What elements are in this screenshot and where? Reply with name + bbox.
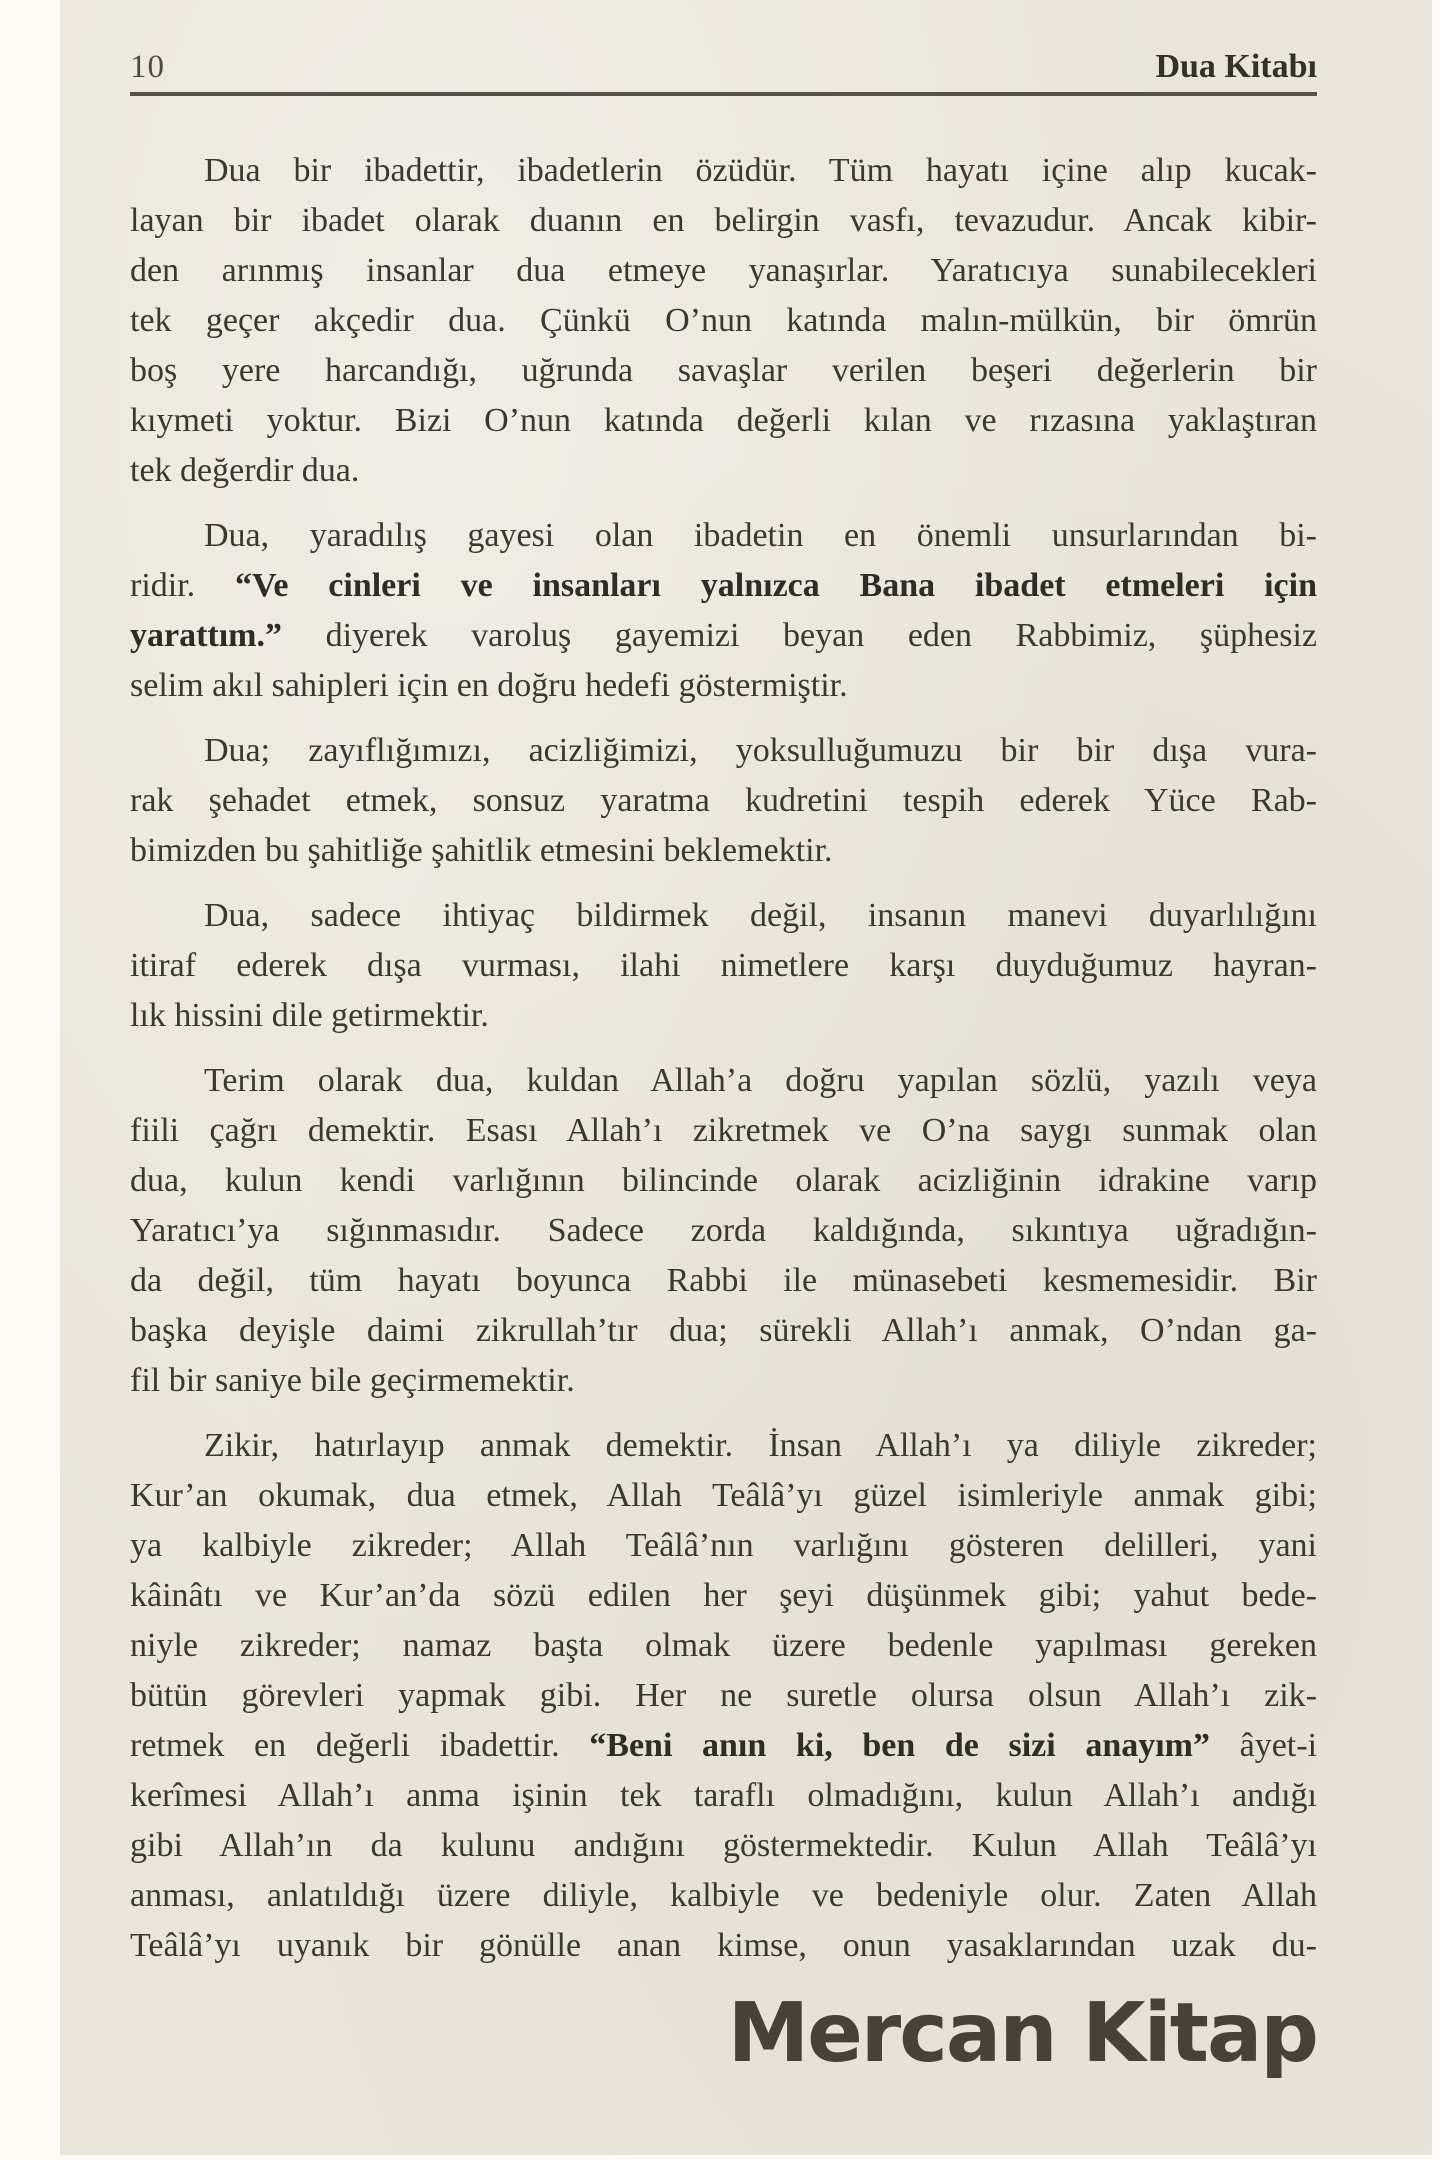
body-text: âyet-i: [1210, 1727, 1318, 1764]
text-line: [130, 1106, 1317, 1156]
text-line: [130, 346, 1317, 396]
text-line: [130, 1421, 1317, 1471]
body-text: fiili çağrı demektir. Esası Allah’ı zikretmek ve O’na saygı sunmak olan: [130, 1112, 1317, 1149]
text-line: [130, 776, 1317, 826]
text-line: [130, 1921, 1317, 1971]
body-text: anması, anlatıldığı üzere diliyle, kalbiyle ve bedeniyle olur. Zaten Allah: [130, 1877, 1317, 1914]
body-text: Zikir, hatırlayıp anmak demektir. İnsan Allah’ı ya diliyle zikreder;: [204, 1427, 1317, 1464]
body-text: Dua; zayıflığımızı, acizliğimizi, yoksulluğumuzu bir bir dışa vura-: [204, 732, 1317, 769]
body-text: Dua, yaradılış gayesi olan ibadetin en önemli unsurlarından bi-: [204, 517, 1317, 554]
text-line: [130, 661, 1317, 711]
body-text: kıymeti yoktur. Bizi O’nun katında değerli kılan ve rızasına yaklaştıran: [130, 402, 1317, 439]
body-text: boş yere harcandığı, uğrunda savaşlar verilen beşeri değerlerin bir: [130, 352, 1317, 389]
body-text: niyle zikreder; namaz başta olmak üzere bedenle yapılması gereken: [130, 1627, 1317, 1664]
text-line: [130, 991, 1317, 1041]
running-title: Dua Kitabı: [1155, 48, 1317, 85]
text-line: [130, 826, 1317, 876]
text-line: [130, 1306, 1317, 1356]
paragraph: [130, 146, 1317, 496]
text-line: [130, 246, 1317, 296]
text-line: [130, 1521, 1317, 1571]
body-text: rak şehadet etmek, sonsuz yaratma kudretini tespih ederek Yüce Rab-: [130, 782, 1317, 819]
text-line: [130, 196, 1317, 246]
text-line: [130, 511, 1317, 561]
body-text: ya kalbiyle zikreder; Allah Teâlâ’nın varlığını gösteren delilleri, yani: [130, 1527, 1317, 1564]
body-paragraphs: [130, 146, 1317, 1971]
text-line: [130, 1571, 1317, 1621]
text-line: [130, 146, 1317, 196]
body-text: da değil, tüm hayatı boyunca Rabbi ile münasebeti kesmemesidir. Bir: [130, 1262, 1317, 1299]
body-text: dua, kulun kendi varlığının bilincinde olarak acizliğinin idrakine varıp: [130, 1162, 1317, 1199]
text-line: [130, 561, 1317, 611]
paragraph: [130, 891, 1317, 1041]
book-page-scan: [60, 0, 1432, 2155]
text-line: [130, 1056, 1317, 1106]
text-line: [130, 891, 1317, 941]
text-line: [130, 1721, 1317, 1771]
body-text: bimizden bu şahitliğe şahitlik etmesini beklemektir.: [130, 832, 833, 869]
text-line: [130, 446, 1317, 496]
paragraph: [130, 726, 1317, 876]
paragraph: [130, 1056, 1317, 1406]
body-text: gibi Allah’ın da kulunu andığını göstermektedir. Kulun Allah Teâlâ’yı: [130, 1827, 1317, 1864]
text-line: [130, 1621, 1317, 1671]
page-header: [130, 48, 1317, 86]
text-line: [130, 296, 1317, 346]
text-line: [130, 1206, 1317, 1256]
body-text: fil bir saniye bile geçirmemektir.: [130, 1362, 575, 1399]
text-line: [130, 1771, 1317, 1821]
text-line: [130, 1471, 1317, 1521]
text-line: [130, 1156, 1317, 1206]
body-text: Yaratıcı’ya sığınmasıdır. Sadece zorda kaldığında, sıkıntıya uğradığın-: [130, 1212, 1317, 1249]
text-line: [130, 941, 1317, 991]
header-rule: [130, 92, 1317, 96]
publisher-logo: Mercan Kitap: [727, 1986, 1317, 2081]
body-text: ridir.: [130, 567, 235, 604]
text-line: [130, 1871, 1317, 1921]
body-text: den arınmış insanlar dua etmeye yanaşırlar. Yaratıcıya sunabilecekleri: [130, 252, 1317, 289]
text-line: [130, 1821, 1317, 1871]
body-text: lık hissini dile getirmektir.: [130, 997, 489, 1034]
body-text: itiraf ederek dışa vurması, ilahi nimetlere karşı duyduğumuz hayran-: [130, 947, 1317, 984]
body-text: kâinâtı ve Kur’an’da sözü edilen her şeyi düşünmek gibi; yahut bede-: [130, 1577, 1317, 1614]
body-text: diyerek varoluş gayemizi beyan eden Rabbimiz, şüphesiz: [282, 617, 1317, 654]
bold-quote-text: “Beni anın ki, ben de sizi anayım”: [589, 1727, 1210, 1764]
page-number: 10: [130, 49, 165, 85]
bold-quote-text: “Ve cinleri ve insanları yalnızca Bana ibadet etmeleri için: [234, 567, 1317, 604]
body-text: başka deyişle daimi zikrullah’tır dua; sürekli Allah’ı anmak, O’ndan ga-: [130, 1312, 1317, 1349]
body-text: Dua bir ibadettir, ibadetlerin özüdür. Tüm hayatı içine alıp kucak-: [204, 152, 1317, 189]
text-line: [130, 396, 1317, 446]
paragraph: [130, 511, 1317, 711]
body-text: kerîmesi Allah’ı anma işinin tek taraflı olmadığını, kulun Allah’ı andığı: [130, 1777, 1317, 1814]
paragraph: [130, 1421, 1317, 1971]
body-text: Terim olarak dua, kuldan Allah’a doğru yapılan sözlü, yazılı veya: [204, 1062, 1317, 1099]
body-text: Dua, sadece ihtiyaç bildirmek değil, insanın manevi duyarlılığını: [204, 897, 1317, 934]
body-text: tek geçer akçedir dua. Çünkü O’nun katında malın-mülkün, bir ömrün: [130, 302, 1317, 339]
text-line: [130, 726, 1317, 776]
body-text: selim akıl sahipleri için en doğru hedefi göstermiştir.: [130, 667, 848, 704]
text-line: [130, 611, 1317, 661]
text-line: [130, 1256, 1317, 1306]
text-line: [130, 1671, 1317, 1721]
body-text: bütün görevleri yapmak gibi. Her ne suretle olursa olsun Allah’ı zik-: [130, 1677, 1317, 1714]
text-line: [130, 1356, 1317, 1406]
body-text: Teâlâ’yı uyanık bir gönülle anan kimse, onun yasaklarından uzak du-: [130, 1927, 1317, 1964]
body-text: retmek en değerli ibadettir.: [130, 1727, 590, 1764]
bold-quote-text: yarattım.”: [130, 617, 283, 654]
body-text: layan bir ibadet olarak duanın en belirgin vasfı, tevazudur. Ancak kibir-: [130, 202, 1317, 239]
page-content: [60, 0, 1432, 2081]
body-text: Kur’an okumak, dua etmek, Allah Teâlâ’yı güzel isimleriyle anmak gibi;: [130, 1477, 1317, 1514]
body-text: tek değerdir dua.: [130, 452, 360, 489]
